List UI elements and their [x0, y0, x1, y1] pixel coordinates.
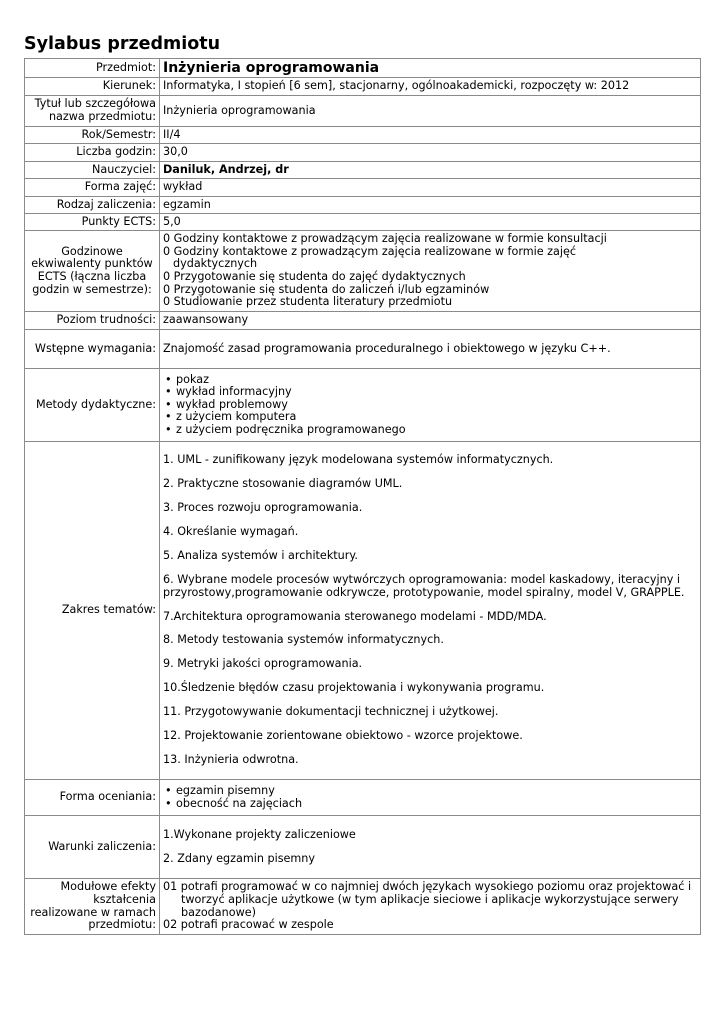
- label-metody: Metody dydaktyczne:: [25, 369, 160, 442]
- label-godzinowe: Godzinowe ekwiwalenty punktów ECTS (łączna liczba godzin w semestrze):: [25, 231, 160, 312]
- row-nauczyciel: [25, 162, 701, 179]
- row-forma: [25, 179, 701, 197]
- topic-item: 5. Analiza systemów i architektury.: [163, 548, 358, 562]
- topic-item: 9. Metryki jakości oprogramowania.: [163, 657, 363, 671]
- row-ects: [25, 214, 701, 231]
- row-poziom: [25, 312, 701, 330]
- list-item: • obecność na zajęciach: [163, 798, 697, 811]
- value-efekty: [160, 879, 701, 935]
- label-rodzaj: Rodzaj zaliczenia:: [25, 197, 160, 214]
- value-przedmiot: Inżynieria oprogramowania: [160, 59, 701, 78]
- row-zakres: [25, 442, 701, 780]
- topic-item: 7.Architektura oprogramowania sterowanego modelami - MDD/MDA.: [163, 609, 547, 623]
- value-tytul: Inżynieria oprogramowania: [160, 96, 701, 127]
- row-wymagania: [25, 330, 701, 369]
- list-item: • pokaz: [163, 374, 697, 387]
- list-item: • z użyciem podręcznika programowanego: [163, 424, 697, 437]
- row-warunki: [25, 816, 701, 879]
- topic-item: 8. Metody testowania systemów informatycznych.: [163, 633, 444, 647]
- topic-item: 2. Praktyczne stosowanie diagramów UML.: [163, 476, 403, 490]
- value-ocenianie: [160, 780, 701, 816]
- list-item: • wykład problemowy: [163, 399, 697, 412]
- topic-item: 4. Określanie wymagań.: [163, 524, 299, 538]
- value-godziny: 30,0: [160, 144, 701, 162]
- value-zakres: [160, 442, 701, 780]
- label-kierunek: Kierunek:: [25, 78, 160, 96]
- methods-list: [163, 374, 697, 437]
- row-rodzaj: [25, 197, 701, 214]
- topic-item: 10.Śledzenie błędów czasu projektowania i wykonywania programu.: [163, 681, 545, 695]
- label-godziny: Liczba godzin:: [25, 144, 160, 162]
- row-kierunek: [25, 78, 701, 96]
- label-efekty: Modułowe efekty kształcenia realizowane w ramach przedmiotu:: [25, 879, 160, 935]
- label-zakres: Zakres tematów:: [25, 442, 160, 780]
- value-warunki: [160, 816, 701, 879]
- ects-line: 0 Przygotowanie się studenta do zajęć dydaktycznych: [163, 270, 466, 283]
- ects-line: 0 Przygotowanie się studenta do zaliczeń i/lub egzaminów: [163, 282, 490, 296]
- syllabus-table: [24, 58, 701, 935]
- row-tytul: [25, 96, 701, 127]
- value-metody: [160, 369, 701, 442]
- condition-item: 2. Zdany egzamin pisemny: [163, 851, 316, 865]
- row-rok: [25, 127, 701, 144]
- row-godziny: [25, 144, 701, 162]
- value-ects: 5,0: [160, 214, 701, 231]
- ects-line: 0 Studiowanie przez studenta literatury przedmiotu: [163, 295, 453, 309]
- ects-line: 0 Godziny kontaktowe z prowadzącym zajęcia realizowane w formie zajęć dydaktycznych: [163, 244, 577, 271]
- value-forma: wykład: [160, 179, 701, 197]
- label-nauczyciel: Nauczyciel:: [25, 162, 160, 179]
- list-item: • egzamin pisemny: [163, 785, 697, 798]
- list-item: • wykład informacyjny: [163, 386, 697, 399]
- value-nauczyciel: Daniluk, Andrzej, dr: [160, 162, 701, 179]
- effect-item: 02 potrafi pracować w zespole: [163, 918, 334, 932]
- value-rok: II/4: [160, 127, 701, 144]
- topic-item: 3. Proces rozwoju oprogramowania.: [163, 500, 363, 514]
- value-wymagania: Znajomość zasad programowania proceduralnego i obiektowego w języku C++.: [160, 330, 701, 369]
- label-rok: Rok/Semestr:: [25, 127, 160, 144]
- label-forma: Forma zajęć:: [25, 179, 160, 197]
- topic-item: 11. Przygotowywanie dokumentacji technicznej i użytkowej.: [163, 705, 499, 719]
- label-ects: Punkty ECTS:: [25, 214, 160, 231]
- label-wymagania: Wstępne wymagania:: [25, 330, 160, 369]
- label-poziom: Poziom trudności:: [25, 312, 160, 330]
- value-kierunek: Informatyka, I stopień [6 sem], stacjonarny, ogólnoakademicki, rozpoczęty w: 2012: [160, 78, 701, 96]
- topic-item: 13. Inżynieria odwrotna.: [163, 753, 299, 767]
- topic-item: 12. Projektowanie zorientowane obiektowo - wzorce projektowe.: [163, 729, 523, 743]
- label-tytul: Tytuł lub szczegółowa nazwa przedmiotu:: [25, 96, 160, 127]
- assessment-list: [163, 785, 697, 810]
- effect-item: 01 potrafi programować w co najmniej dwóch językach wysokiego poziomu oraz projektować i tworzyć aplikacje użytkowe (w tym aplikacje sieciowe i aplikacje wykorzystujące serwery bazodanowe): [163, 880, 692, 919]
- row-efekty: [25, 879, 701, 935]
- page-title: Sylabus przedmiotu: [24, 34, 221, 54]
- row-ocenianie: [25, 780, 701, 816]
- value-godzinowe: [160, 231, 701, 312]
- row-metody: [25, 369, 701, 442]
- topic-item: 1. UML - zunifikowany język modelowana systemów informatycznych.: [163, 453, 554, 466]
- label-przedmiot: Przedmiot:: [25, 59, 160, 78]
- value-rodzaj: egzamin: [160, 197, 701, 214]
- label-warunki: Warunki zaliczenia:: [25, 816, 160, 879]
- ects-line: 0 Godziny kontaktowe z prowadzącym zajęcia realizowane w formie konsultacji: [163, 232, 607, 246]
- row-przedmiot: [25, 59, 701, 78]
- list-item: • z użyciem komputera: [163, 411, 697, 424]
- condition-item: 1.Wykonane projekty zaliczeniowe: [163, 827, 356, 841]
- label-ocenianie: Forma oceniania:: [25, 780, 160, 816]
- row-godzinowe: [25, 231, 701, 312]
- topic-item: 6. Wybrane modele procesów wytwórczych oprogramowania: model kaskadowy, iteracyjny i przyrostowy,programowanie odkrywcze, prototypowanie, model spiralny, model V, GRAPPLE.: [163, 572, 685, 599]
- value-poziom: zaawansowany: [160, 312, 701, 330]
